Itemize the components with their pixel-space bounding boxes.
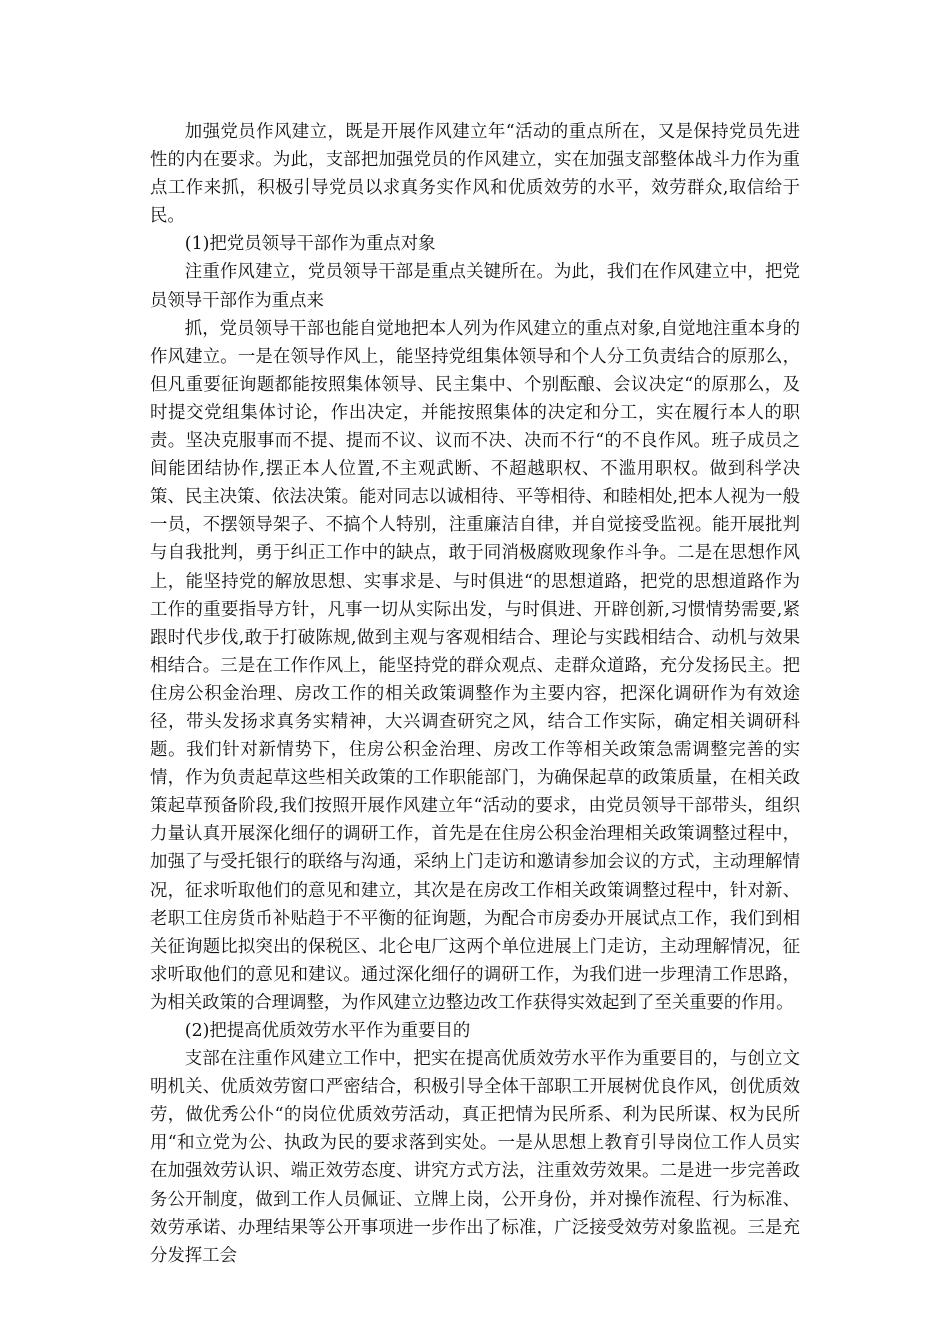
section-heading-2: (2)把提高优质效劳水平作为重要目的 [184,1021,471,1041]
document-body [150,118,800,1270]
paragraph-leader-focus: 注重作风建立，党员领导干部是重点关键所在。为此，我们在作风建立中，把党员领导干部作为重点来 [150,262,800,311]
paragraph-service-quality: 支部在注重作风建立工作中，把实在提高优质效劳水平作为重要目的，与创立文明机关、优质效劳窗口严密结合，积极引导全体干部职工开展树优良作风，创优质效劳，做优秀公仆“的岗位优质效劳活动，真正把情为民所系、利为民所谋、权为民所用“和立党为公、执政为民的要求落到实处。一是从思想上教育引导岗位工作人员实在加强效劳认识、端正效劳态度、讲究方式方法，注重效劳效果。二是进一步完善政务公开制度，做到工作人员佩证、立牌上岗，公开身份，并对操作流程、行为标准、效劳承诺、办理结果等公开事项进一步作出了标准，广泛接受效劳对象监视。三是充分发挥工会 [150,1049,800,1266]
paragraph-intro: 加强党员作风建立，既是开展作风建立年“活动的重点所在，又是保持党员先进性的内在要求。为此，支部把加强党员的作风建立，实在加强支部整体战斗力作为重点工作来抓，积极引导党员以求真务实作风和优质效劳的水平，效劳群众,取信给于民。 [150,122,800,227]
section-heading-1: (1)把党员领导干部作为重点对象 [184,234,436,255]
paragraph-leader-details: 抓，党员领导干部也能自觉地把本人列为作风建立的重点对象,自觉地注重本身的作风建立。一是在领导作风上，能坚持党组集体领导和个人分工负责结合的原那么，但凡重要征询题都能按照集体领导、民主集中、个别酝酿、会议决定“的原那么，及时提交党组集体讨论，作出决定，并能按照集体的决定和分工，实在履行本人的职责。坚决克服事而不提、提而不议、议而不决、决而不行“的不良作风。班子成员之间能团结协作,摆正本人位置,不主观武断、不超越职权、不滥用职权。做到科学决策、民主决策、依法决策。能对同志以诚相待、平等相待、和睦相处,把本人视为一般一员，不摆领导架子、不搞个人特别，注重廉洁自律，并自觉接受监视。能开展批判与自我批判，勇于纠正工作中的缺点，敢于同消极腐败现象作斗争。二是在思想作风上，能坚持党的解放思想、实事求是、与时俱进“的思想道路，把党的思想道路作为工作的重要指导方针，凡事一切从实际出发，与时俱进、开辟创新,习惯情势需要,紧跟时代步伐,敢于打破陈规,做到主观与客观相结合、理论与实践相结合、动机与效果相结合。三是在工作作风上，能坚持党的群众观点、走群众道路，充分发扬民主。把住房公积金治理、房改工作的相关政策调整作为主要内容，把深化调研作为有效途径，带头发扬求真务实精神，大兴调查研究之风，结合工作实际，确定相关调研科题。我们针对新情势下，住房公积金治理、房改工作等相关政策急需调整完善的实情，作为负责起草这些相关政策的工作职能部门，为确保起草的政策质量，在相关政策起草预备阶段,我们按照开展作风建立年“活动的要求，由党员领导干部带头，组织力量认真开展深化细仔的调研工作，首先是在住房公积金治理相关政策调整过程中，加强了与受托银行的联络与沟通，采纳上门走访和邀请参加会议的方式，主动理解情况，征求听取他们的意见和建立，其次是在房改工作相关政策调整过程中，针对新、老职工住房货币补贴趋于不平衡的征询题，为配合市房委办开展试点工作，我们到相关征询题比拟突出的保税区、北仑电厂这两个单位进展上门走访，主动理解情况，征求听取他们的意见和建议。通过深化细仔的调研工作，为我们进一步理清工作思路，为相关政策的合理调整，为作风建立边整边改工作获得实效起到了至关重要的作用。 [150,318,800,1013]
